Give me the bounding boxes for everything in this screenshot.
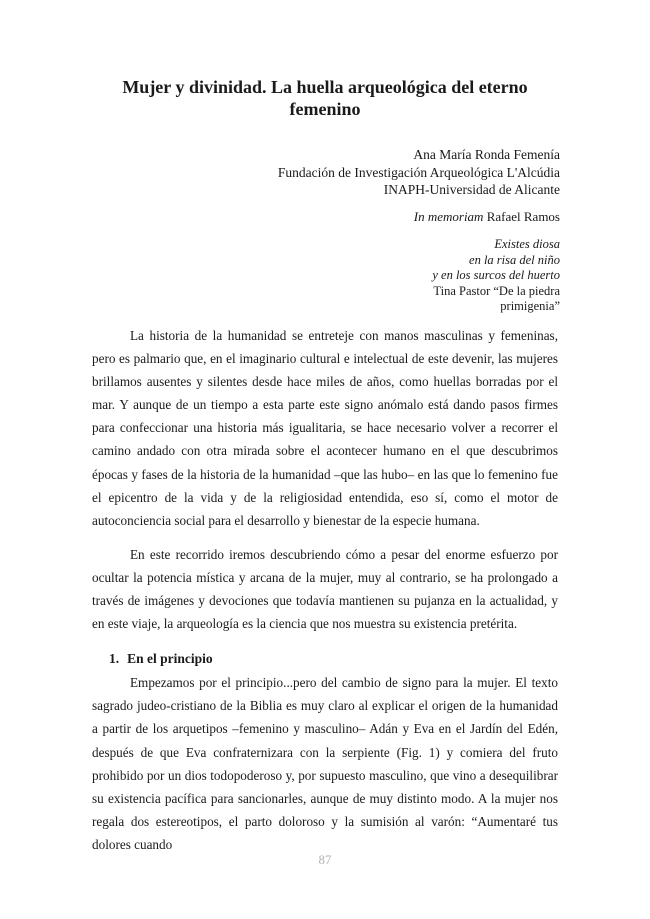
author-affiliation-2: INAPH-Universidad de Alicante — [383, 182, 560, 197]
author-block — [278, 146, 560, 199]
author-affiliation-1: Fundación de Investigación Arqueológica L'Alcúdia — [277, 164, 560, 180]
page-number: 87 — [318, 852, 332, 867]
author-name: Ana María Ronda Femenía — [413, 147, 560, 162]
poem-line-1: Existes diosa — [494, 237, 560, 251]
in-memoriam-name: Rafael Ramos — [486, 209, 560, 224]
poem-line-3: y en los surcos del huerto — [432, 268, 560, 282]
epigraph-poem — [432, 237, 560, 315]
poem-attribution-line-1: Tina Pastor “De la piedra — [433, 283, 560, 298]
poem-line-2: en la risa del niño — [469, 252, 560, 267]
title-line-2: femenino — [289, 99, 361, 119]
in-memoriam-label: In memoriam — [413, 209, 484, 224]
in-memoriam-dedication — [414, 209, 560, 225]
section-heading — [92, 646, 558, 671]
poem-attribution-line-2: primigenia” — [500, 299, 560, 313]
paragraph-3: Empezamos por el principio...pero del cambio de signo para la mujer. El texto sagrado judeo-cristiano de la Biblia es muy claro al explicar el origen de la humanidad a partir de los arquetipos –femenino y masculino– Adán y Eva en el Jardín del Edén, después de que Eva confraternizara con la serpiente (Fig. 1) y comiera del fruto prohibido por un dios todopoderoso y, por supuesto masculino, que vino a desequilibrar su existencia pacífica para sancionarles, aunque de muy distinto modo. A la mujer nos regala dos estereotipos, el parto doloroso y la sumisión al varón: “Aumentaré tus dolores cuando — [92, 675, 558, 852]
article-title — [90, 76, 560, 120]
section-number: 1. — [109, 651, 120, 667]
paragraph-2: En este recorrido iremos descubriendo cómo a pesar del enorme esfuerzo por ocultar la potencia mística y arcana de la mujer, muy al contrario, se ha prolongado a través de imágenes y devociones que todavía mantienen su pujanza en la actualidad, y en este viaje, la arqueología es la ciencia que nos muestra su existencia pretérita. — [92, 546, 558, 632]
paragraph-1: La historia de la humanidad se entreteje con manos masculinas y femeninas, pero es palmario que, en el imaginario cultural e intelectual de este devenir, las mujeres brillamos ausentes y silentes desde hace miles de años, como huellas borradas por el mar. Y aunque de un tiempo a esta parte este signo anómalo está dando pasos firmes para confeccionar una historia más igualitaria, se hace necesario volver a recorrer el camino andado con otra mirada sobre el acontecer humano en el que descubrimos épocas y fases de la historia de la humanidad –que las hubo– en las que lo femenino fue el epicentro de la vida y de la religiosidad entendida, eso sí, como el motor de autoconciencia social para el desarrollo y bienestar de la especie humana. — [92, 328, 558, 528]
title-line-1: Mujer y divinidad. La huella arqueológica del eterno — [122, 77, 528, 97]
article-body — [92, 324, 558, 867]
section-title: En el principio — [127, 651, 213, 667]
